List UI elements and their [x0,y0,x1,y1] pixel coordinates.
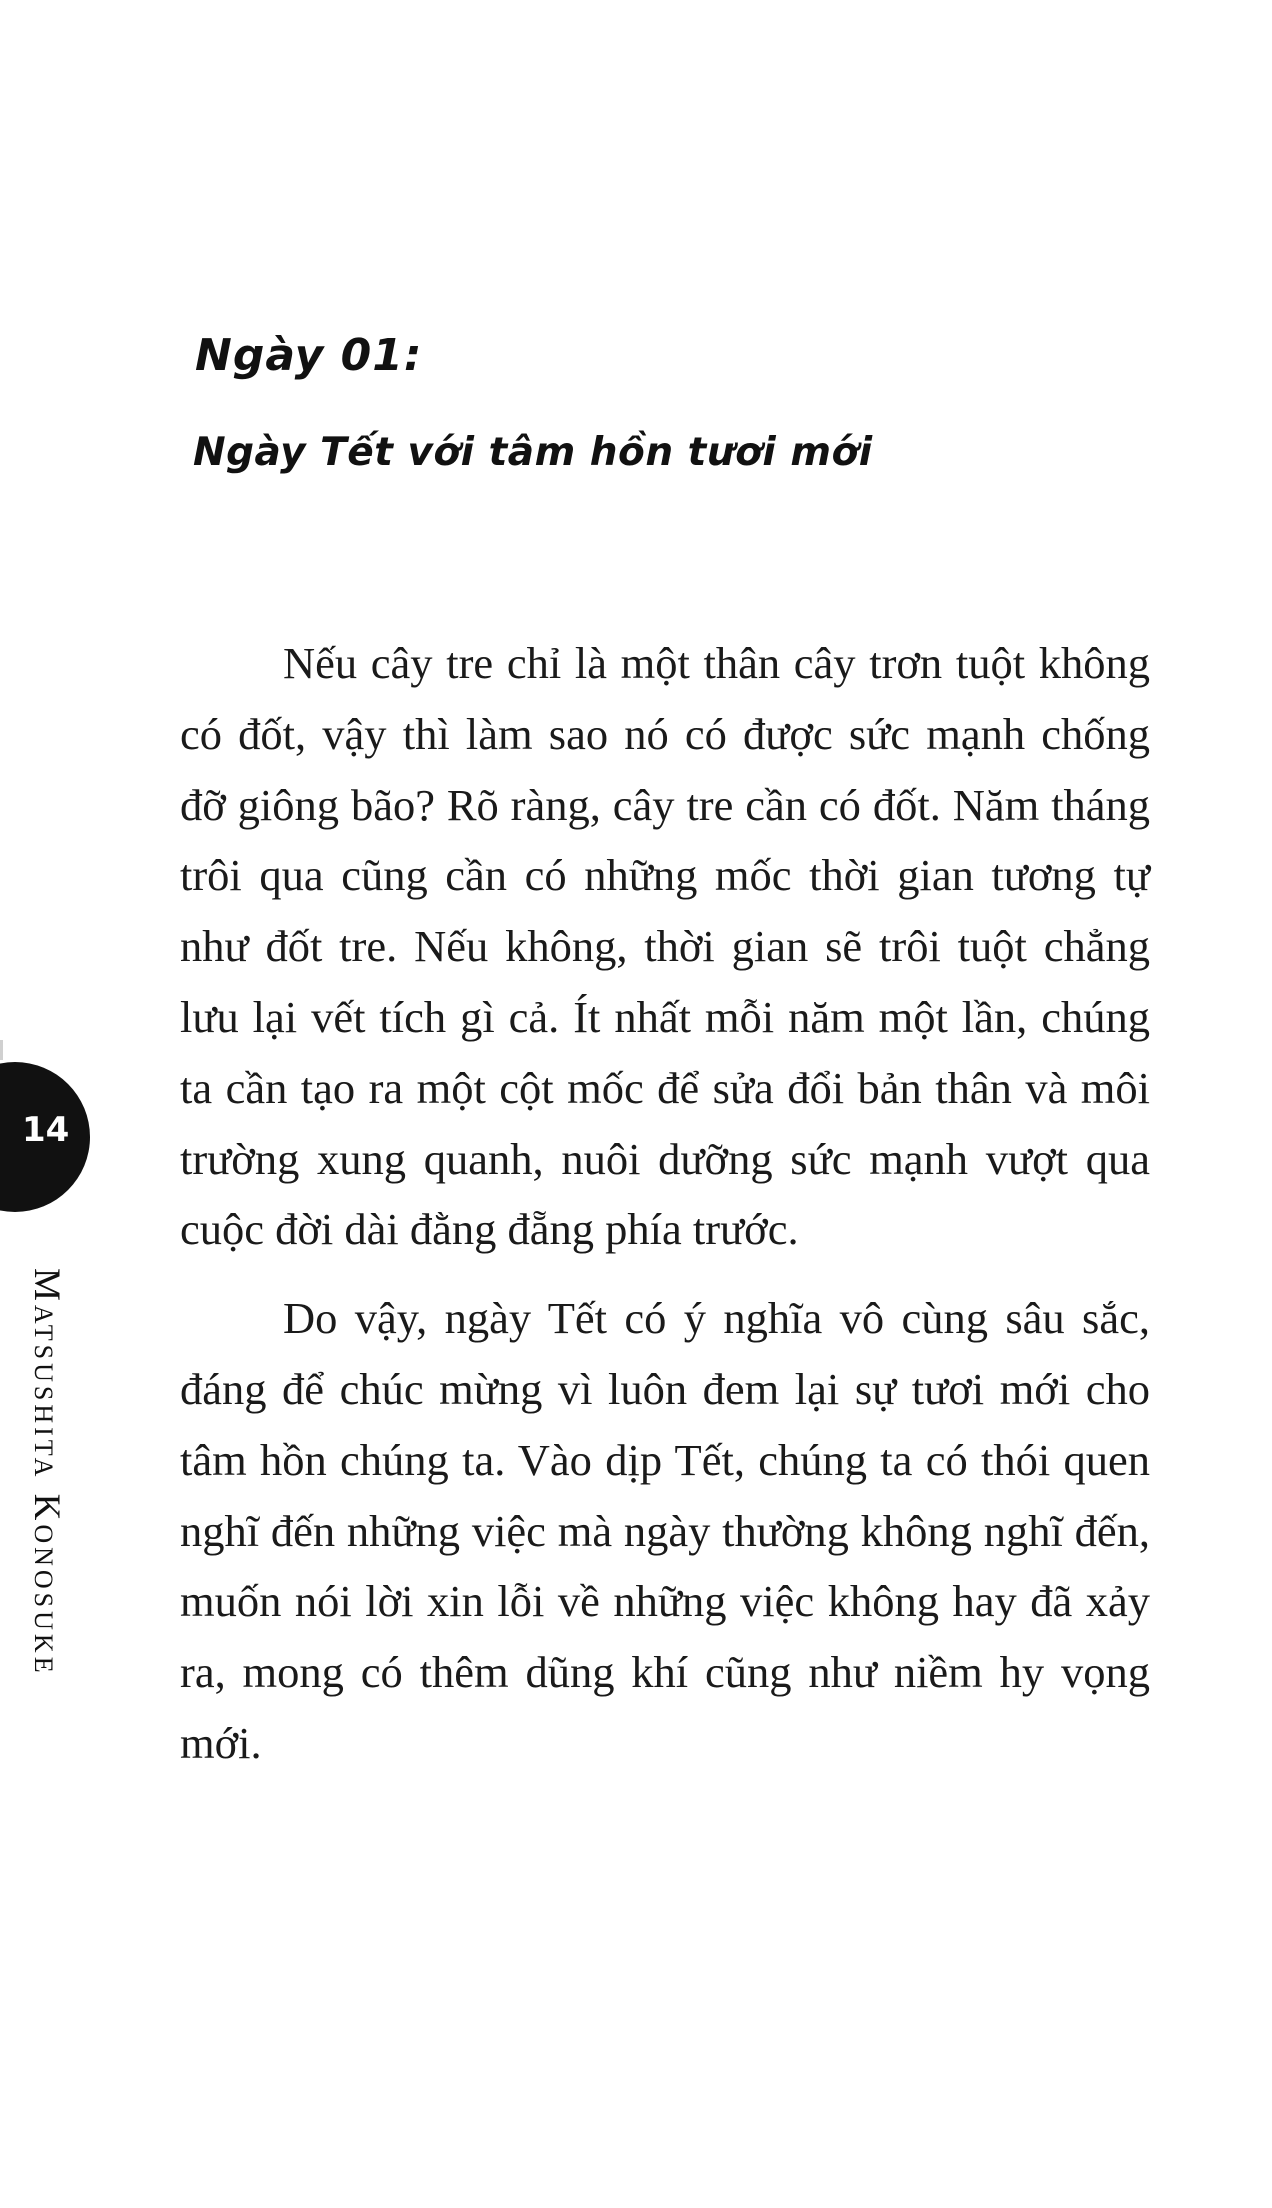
chapter-day-label: Ngày 01: [195,330,423,381]
paragraph: Nếu cây tre chỉ là một thân cây trơn tuột không có đốt, vậy thì làm sao nó có được sức mạnh chống đỡ giông bão? Rõ ràng, cây tre cần có đốt. Năm tháng trôi qua cũng cần có những mốc thời gian tương tự như đốt tre. Nếu không, thời gian sẽ trôi tuột chẳng lưu lại vết tích gì cả. Ít nhất mỗi năm một lần, chúng ta cần tạo ra một cột mốc để sửa đổi bản thân và môi trường xung quanh, nuôi dưỡng sức mạnh vượt qua cuộc đời dài đằng đẵng phía trước. [180,638,1150,1255]
page-number: 14 [22,1110,70,1150]
margin-rule [0,1040,3,1060]
body-text [180,628,1150,1779]
author-running-head: Matsushita Konosuke [26,1268,67,1677]
paragraph: Do vậy, ngày Tết có ý nghĩa vô cùng sâu sắc, đáng để chúc mừng vì luôn đem lại sự tươi mới cho tâm hồn chúng ta. Vào dịp Tết, chúng ta có thói quen nghĩ đến những việc mà ngày thường không nghĩ đến, muốn nói lời xin lỗi về những việc không hay đã xảy ra, mong có thêm dũng khí cũng như niềm hy vọng mới. [180,1293,1150,1768]
chapter-title: Ngày Tết với tâm hồn tươi mới [193,430,873,475]
